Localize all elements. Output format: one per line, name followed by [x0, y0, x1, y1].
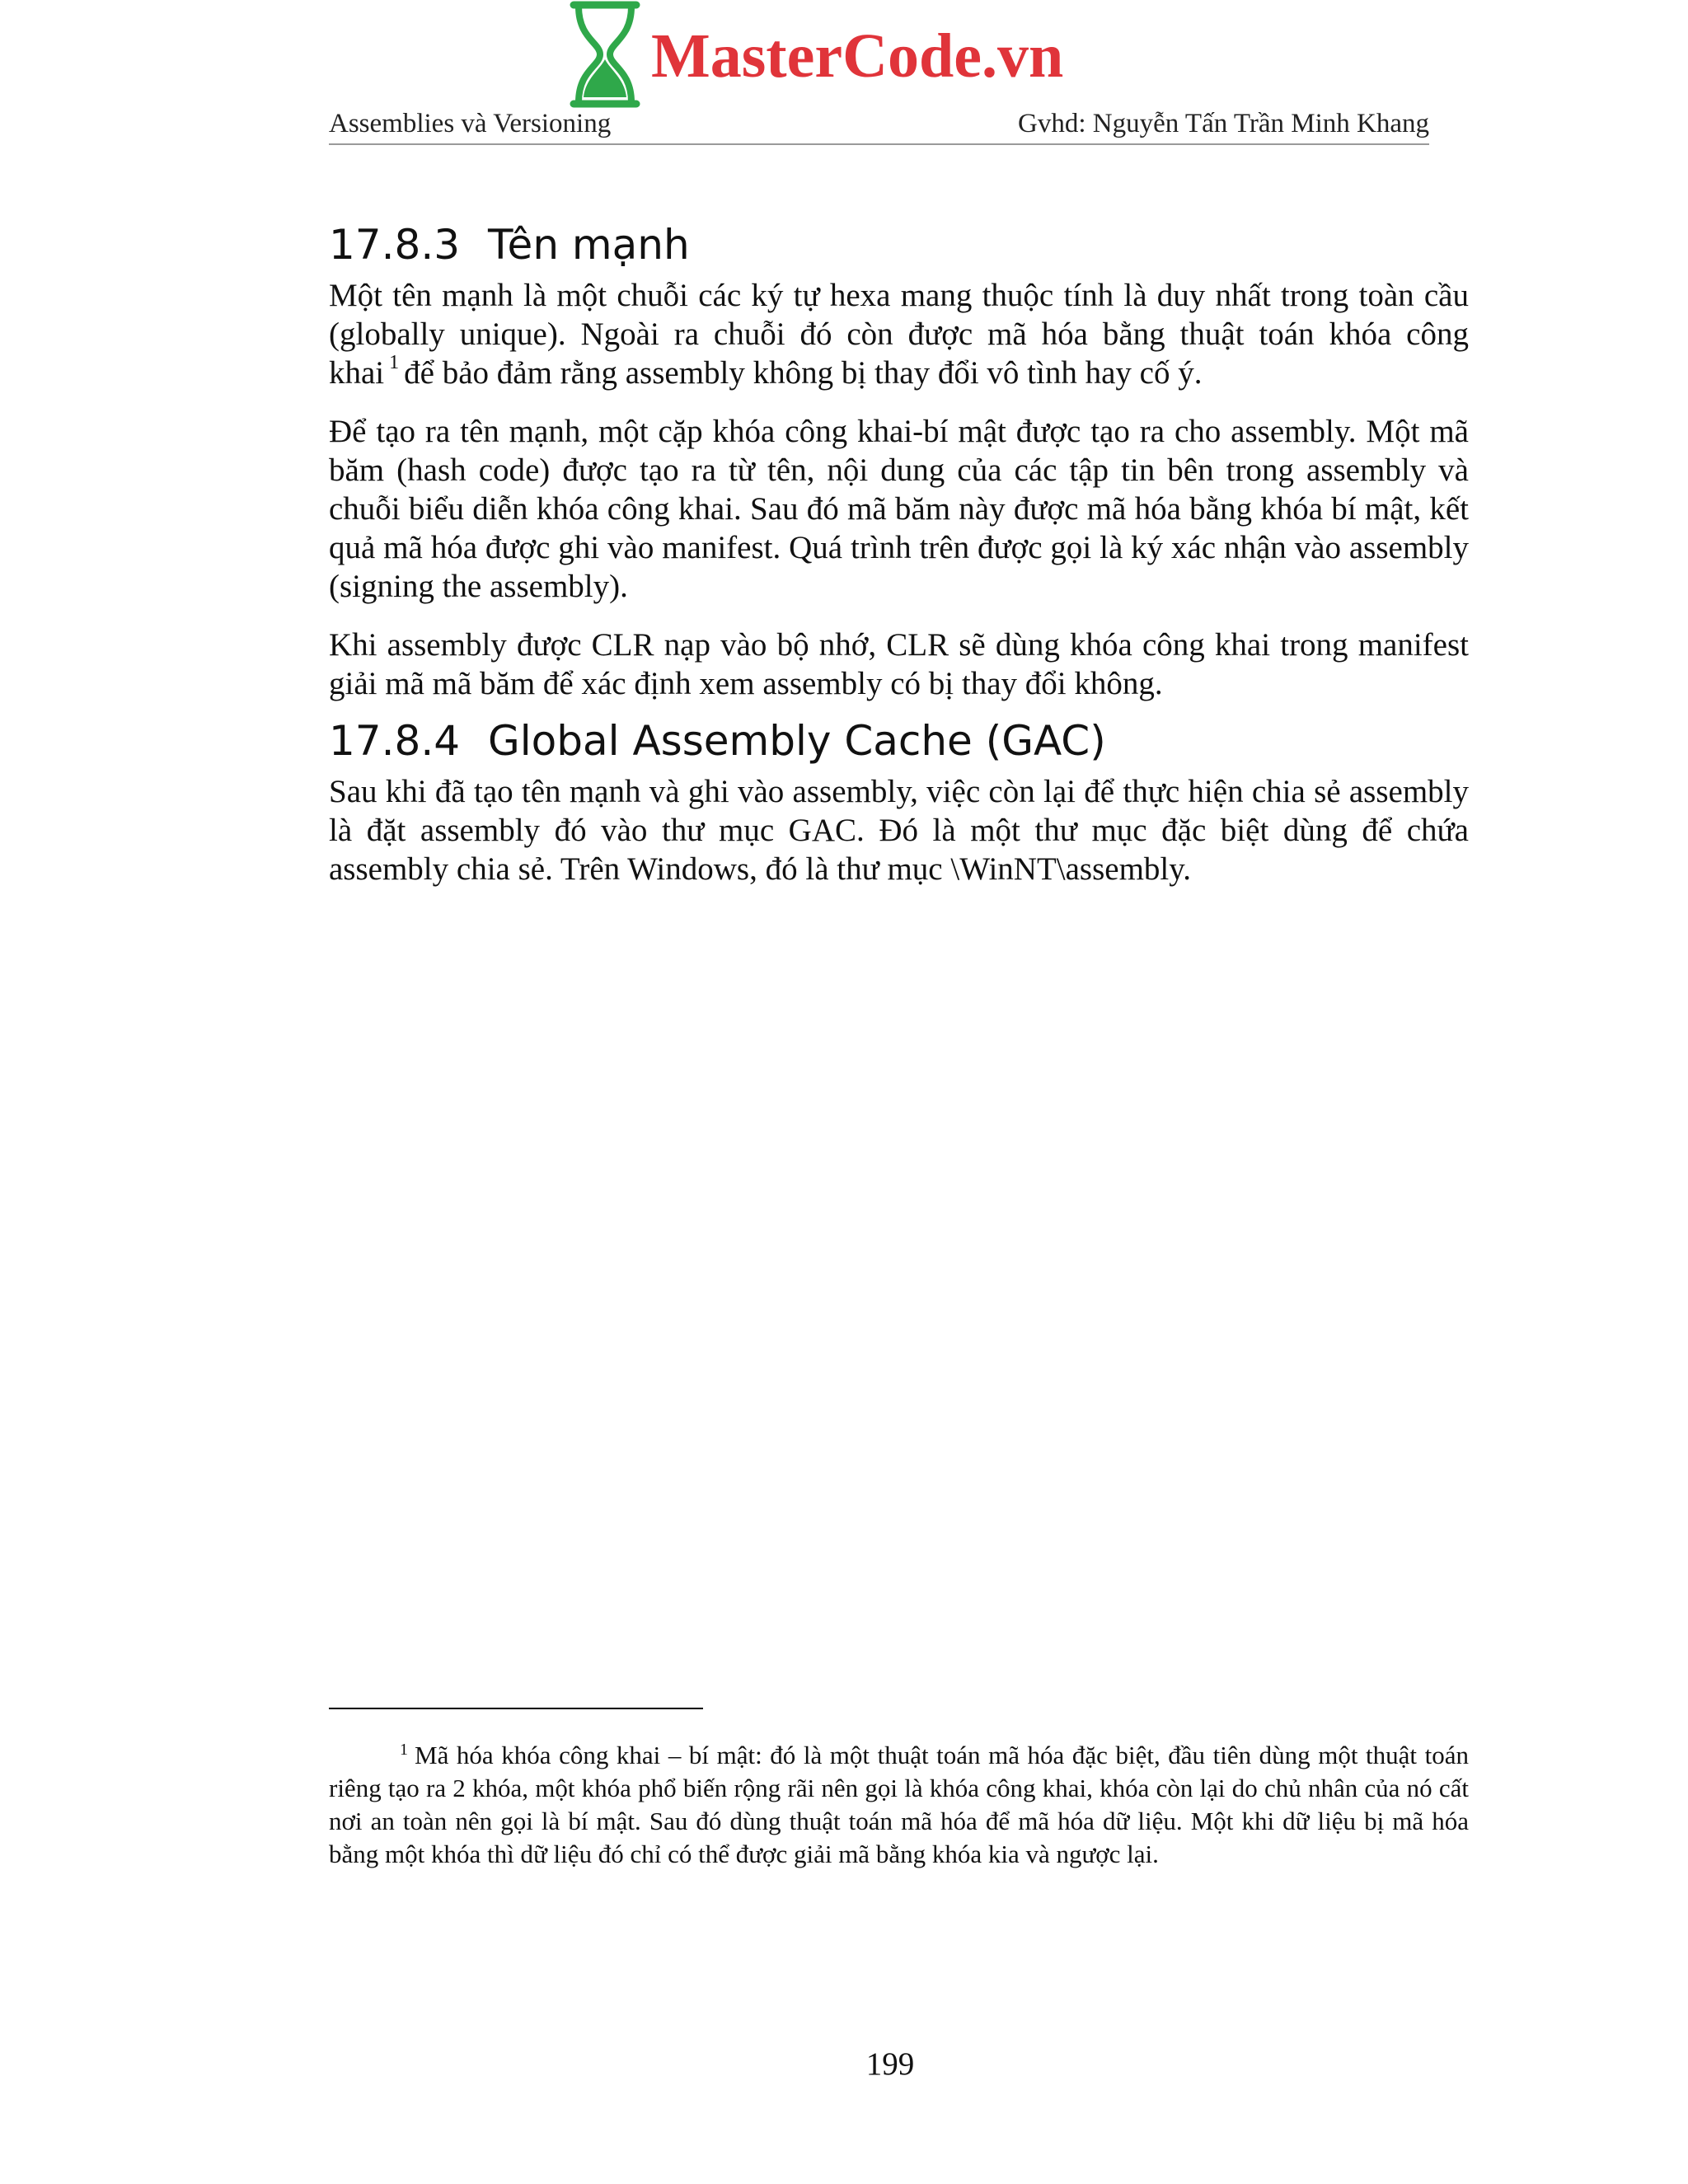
page-number: 199	[865, 2046, 915, 2082]
header-chapter-title: Assemblies và Versioning	[329, 109, 612, 138]
section-number: 17.8.3	[329, 221, 461, 269]
footnote-text: Mã hóa khóa công khai – bí mật: đó là một thuật toán mã hóa đặc biệt, đầu tiên dùng một thuật toán riêng tạo ra 2 khóa, một khóa phổ biến rộng rãi nên gọi là khóa công khai, khóa còn lại do chủ nhân của nó cất nơi an toàn nên gọi là bí mật. Sau đó dùng thuật toán mã hóa để mã hóa dữ liệu. Một khi dữ liệu bị mã hóa bằng một khóa thì dữ liệu đó chỉ có thể được giải mã bằng khóa kia và ngược lại.	[329, 1741, 1469, 1868]
footnote-number: 1	[400, 1740, 408, 1759]
page-header	[329, 105, 1429, 145]
paragraph-text: để bảo đảm rằng assembly không bị thay đổi vô tình hay cố ý.	[404, 355, 1203, 391]
header-instructor: Gvhd: Nguyễn Tấn Trần Minh Khang	[1018, 109, 1429, 138]
footnote-separator	[329, 1708, 703, 1709]
paragraph: Sau khi đã tạo tên mạnh và ghi vào assembly, việc còn lại để thực hiện chia sẻ assembly là đặt assembly đó vào thư mục GAC. Đó là một thư mục đặc biệt dùng để chứa assembly chia sẻ. Trên Windows, đó là thư mục \WinNT\assembly.	[329, 774, 1469, 887]
logo-text: MasterCode.vn	[651, 21, 1064, 91]
section-number: 17.8.4	[329, 717, 461, 765]
page-content	[329, 210, 1469, 888]
site-logo	[567, 0, 1063, 111]
section-title: Tên mạnh	[488, 221, 690, 269]
hourglass-icon	[567, 0, 643, 109]
section-heading-gac	[329, 715, 1469, 767]
paragraph-text: Một tên mạnh là một chuỗi các ký tự hexa mang thuộc tính là duy nhất trong toàn cầu (globally unique). Ngoài ra chuỗi đó còn được mã hóa bằng thuật toán khóa công khai	[329, 278, 1469, 391]
paragraph: Khi assembly được CLR nạp vào bộ nhớ, CLR sẽ dùng khóa công khai trong manifest giải mã mã băm để xác định xem assembly có bị thay đổi không.	[329, 627, 1469, 701]
footnote	[329, 1739, 1469, 1871]
section-title: Global Assembly Cache (GAC)	[488, 717, 1106, 765]
section-heading-strong-name	[329, 218, 1469, 271]
footnote-reference[interactable]: 1	[389, 352, 400, 373]
paragraph	[329, 276, 1469, 392]
paragraph: Để tạo ra tên mạnh, một cặp khóa công khai-bí mật được tạo ra cho assembly. Một mã băm (hash code) được tạo ra từ tên, nội dung của các tập tin bên trong assembly và chuỗi biểu diễn khóa công khai. Sau đó mã băm này được mã hóa bằng khóa bí mật, kết quả mã hóa được ghi vào manifest. Quá trình trên được gọi là ký xác nhận vào assembly (signing the assembly).	[329, 414, 1469, 604]
